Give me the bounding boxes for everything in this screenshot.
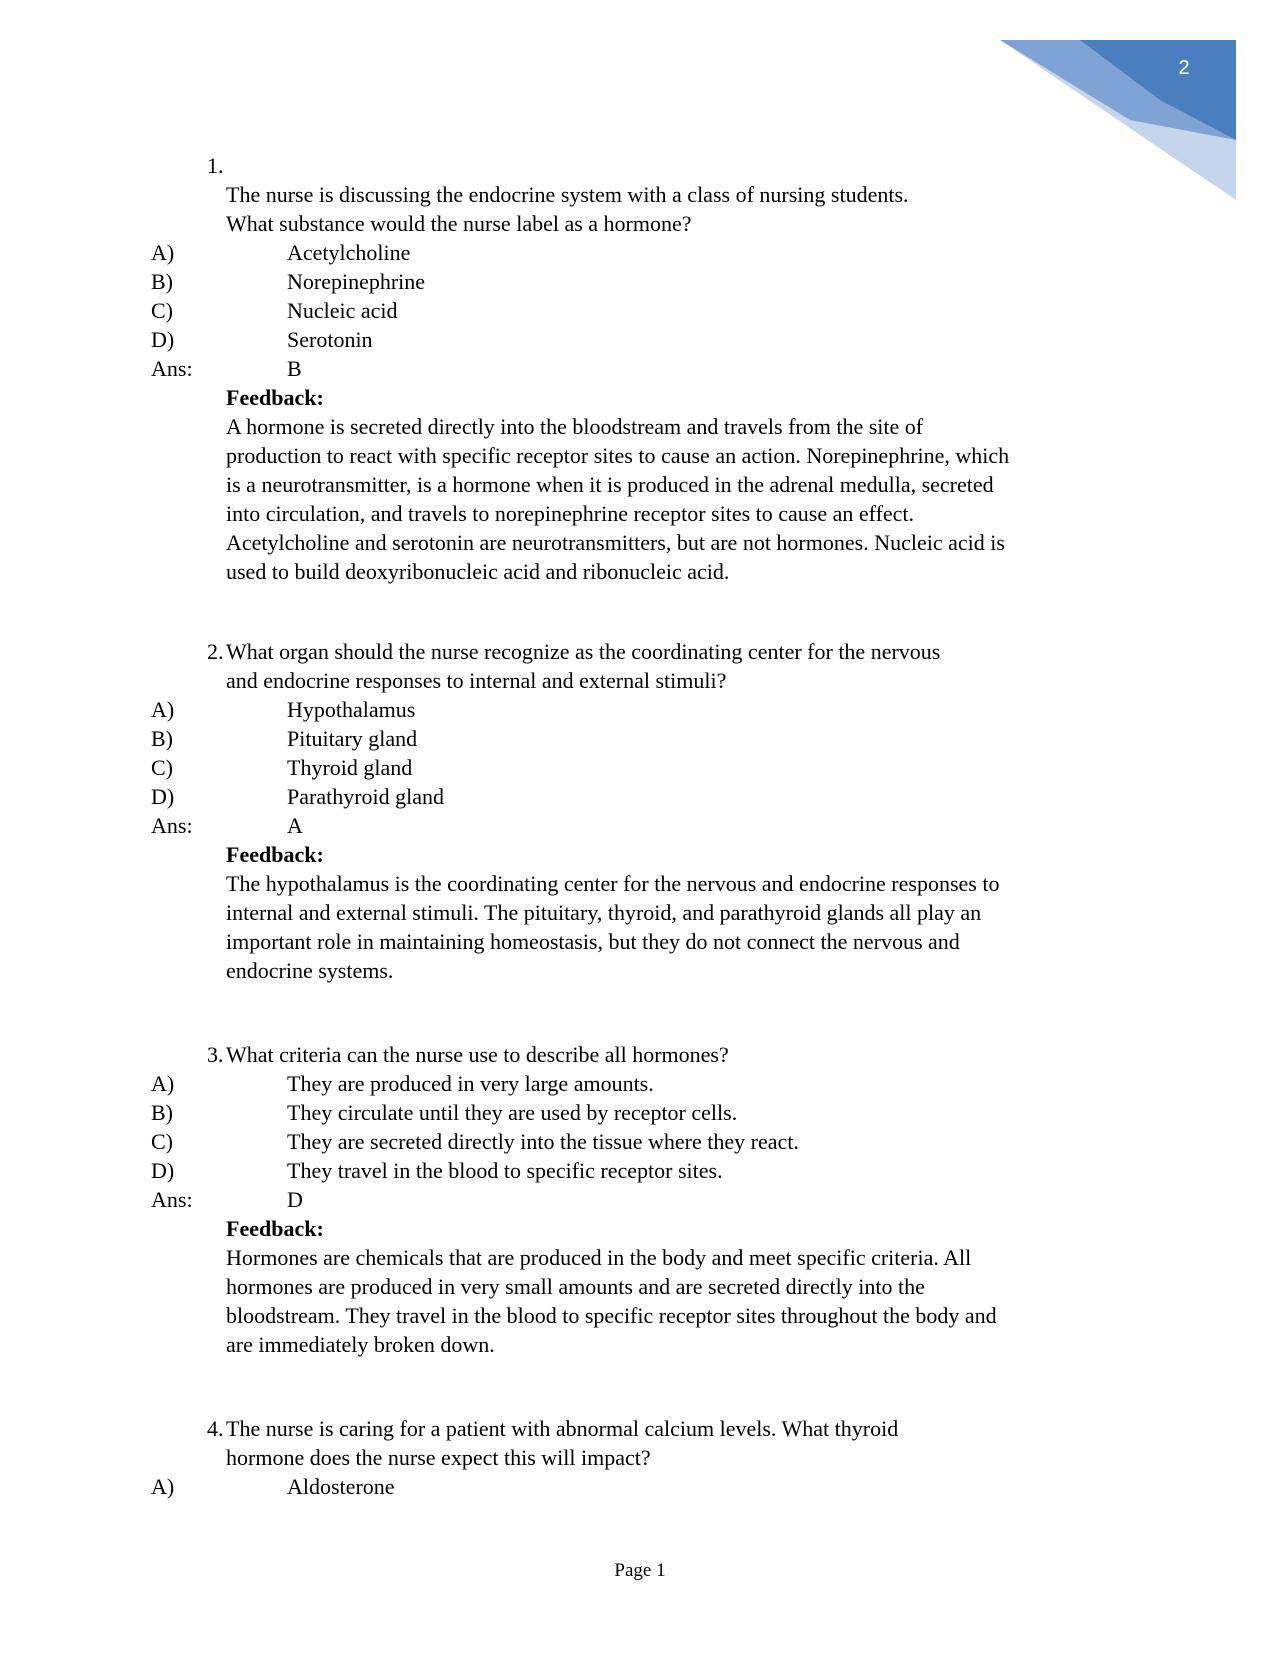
- page-footer: Page 1: [614, 1560, 666, 1581]
- option-row: [0, 1127, 1280, 1156]
- feedback-text: Hormones are chemicals that are produced in the body and meet specific criteria. All: [226, 1245, 972, 1270]
- question-2: [0, 637, 1280, 985]
- question-4: [0, 1414, 1280, 1501]
- feedback-text: endocrine systems.: [226, 958, 394, 983]
- option-text: Serotonin: [287, 327, 373, 352]
- answer-value: A: [287, 813, 303, 838]
- question-stem: What organ should the nurse recognize as the coordinating center for the nervous: [226, 639, 941, 664]
- answer-label: Ans:: [151, 1187, 193, 1212]
- feedback-text: used to build deoxyribonucleic acid and ribonucleic acid.: [226, 559, 730, 584]
- option-row: [0, 296, 1280, 325]
- option-row: [0, 1098, 1280, 1127]
- question-1: [0, 151, 1280, 586]
- option-text: Norepinephrine: [287, 269, 426, 294]
- option-text: Aldosterone: [287, 1474, 395, 1499]
- question-stem: and endocrine responses to internal and external stimuli?: [226, 668, 727, 693]
- option-row: [0, 267, 1280, 296]
- feedback-text: The hypothalamus is the coordinating center for the nervous and endocrine responses to: [226, 871, 1000, 896]
- option-text: They are produced in very large amounts.: [287, 1071, 654, 1096]
- option-label: D): [151, 327, 175, 352]
- feedback-text: into circulation, and travels to norepinephrine receptor sites to cause an effect.: [226, 501, 915, 526]
- question-3: [0, 1040, 1280, 1359]
- option-label: B): [151, 269, 173, 294]
- answer-value: B: [287, 356, 302, 381]
- option-label: B): [151, 726, 173, 751]
- feedback-text: A hormone is secreted directly into the bloodstream and travels from the site of: [226, 414, 924, 439]
- option-row: [0, 1156, 1280, 1185]
- page-badge: 2: [1178, 57, 1190, 79]
- option-text: They circulate until they are used by receptor cells.: [287, 1100, 738, 1125]
- option-label: C): [151, 1129, 173, 1154]
- question-stem: What substance would the nurse label as a hormone?: [226, 211, 692, 236]
- feedback-heading: Feedback:: [226, 842, 324, 867]
- option-row: [0, 782, 1280, 811]
- question-number: 3.: [207, 1042, 224, 1067]
- question-number: 1.: [207, 153, 224, 178]
- feedback-text: are immediately broken down.: [226, 1332, 495, 1357]
- question-stem: hormone does the nurse expect this will impact?: [226, 1445, 651, 1470]
- option-label: B): [151, 1100, 173, 1125]
- question-number: 2.: [207, 639, 224, 664]
- answer-label: Ans:: [151, 813, 193, 838]
- option-text: Nucleic acid: [287, 298, 398, 323]
- feedback-text: is a neurotransmitter, is a hormone when it is produced in the adrenal medulla, secreted: [226, 472, 994, 497]
- feedback-text: hormones are produced in very small amounts and are secreted directly into the: [226, 1274, 925, 1299]
- option-row: [0, 1069, 1280, 1098]
- question-number: 4.: [207, 1416, 224, 1441]
- feedback-text: internal and external stimuli. The pituitary, thyroid, and parathyroid glands all play an: [226, 900, 982, 925]
- option-row: [0, 238, 1280, 267]
- option-label: C): [151, 298, 173, 323]
- option-label: D): [151, 1158, 175, 1183]
- answer-label: Ans:: [151, 356, 193, 381]
- question-stem: The nurse is caring for a patient with abnormal calcium levels. What thyroid: [226, 1416, 899, 1441]
- option-row: [0, 724, 1280, 753]
- answer-row: [0, 354, 1280, 383]
- option-row: [0, 1472, 1280, 1501]
- option-text: Acetylcholine: [287, 240, 411, 265]
- option-row: [0, 695, 1280, 724]
- option-text: They travel in the blood to specific receptor sites.: [287, 1158, 723, 1183]
- option-text: Parathyroid gland: [287, 784, 445, 809]
- option-text: They are secreted directly into the tissue where they react.: [287, 1129, 799, 1154]
- option-text: Pituitary gland: [287, 726, 418, 751]
- option-text: Hypothalamus: [287, 697, 416, 722]
- feedback-text: bloodstream. They travel in the blood to specific receptor sites throughout the body and: [226, 1303, 997, 1328]
- option-row: [0, 753, 1280, 782]
- option-text: Thyroid gland: [287, 755, 413, 780]
- feedback-text: production to react with specific receptor sites to cause an action. Norepinephrine, which: [226, 443, 1010, 468]
- feedback-text: Acetylcholine and serotonin are neurotransmitters, but are not hormones. Nucleic acid is: [226, 530, 1005, 555]
- option-row: [0, 325, 1280, 354]
- option-label: A): [151, 1474, 175, 1499]
- question-stem: What criteria can the nurse use to describe all hormones?: [226, 1042, 729, 1067]
- feedback-heading: Feedback:: [226, 1216, 324, 1241]
- option-label: A): [151, 1071, 175, 1096]
- answer-row: [0, 811, 1280, 840]
- feedback-text: important role in maintaining homeostasis, but they do not connect the nervous and: [226, 929, 960, 954]
- option-label: A): [151, 697, 175, 722]
- option-label: A): [151, 240, 175, 265]
- question-stem: The nurse is discussing the endocrine system with a class of nursing students.: [226, 182, 909, 207]
- answer-value: D: [287, 1187, 303, 1212]
- option-label: C): [151, 755, 173, 780]
- option-label: D): [151, 784, 175, 809]
- feedback-heading: Feedback:: [226, 385, 324, 410]
- answer-row: [0, 1185, 1280, 1214]
